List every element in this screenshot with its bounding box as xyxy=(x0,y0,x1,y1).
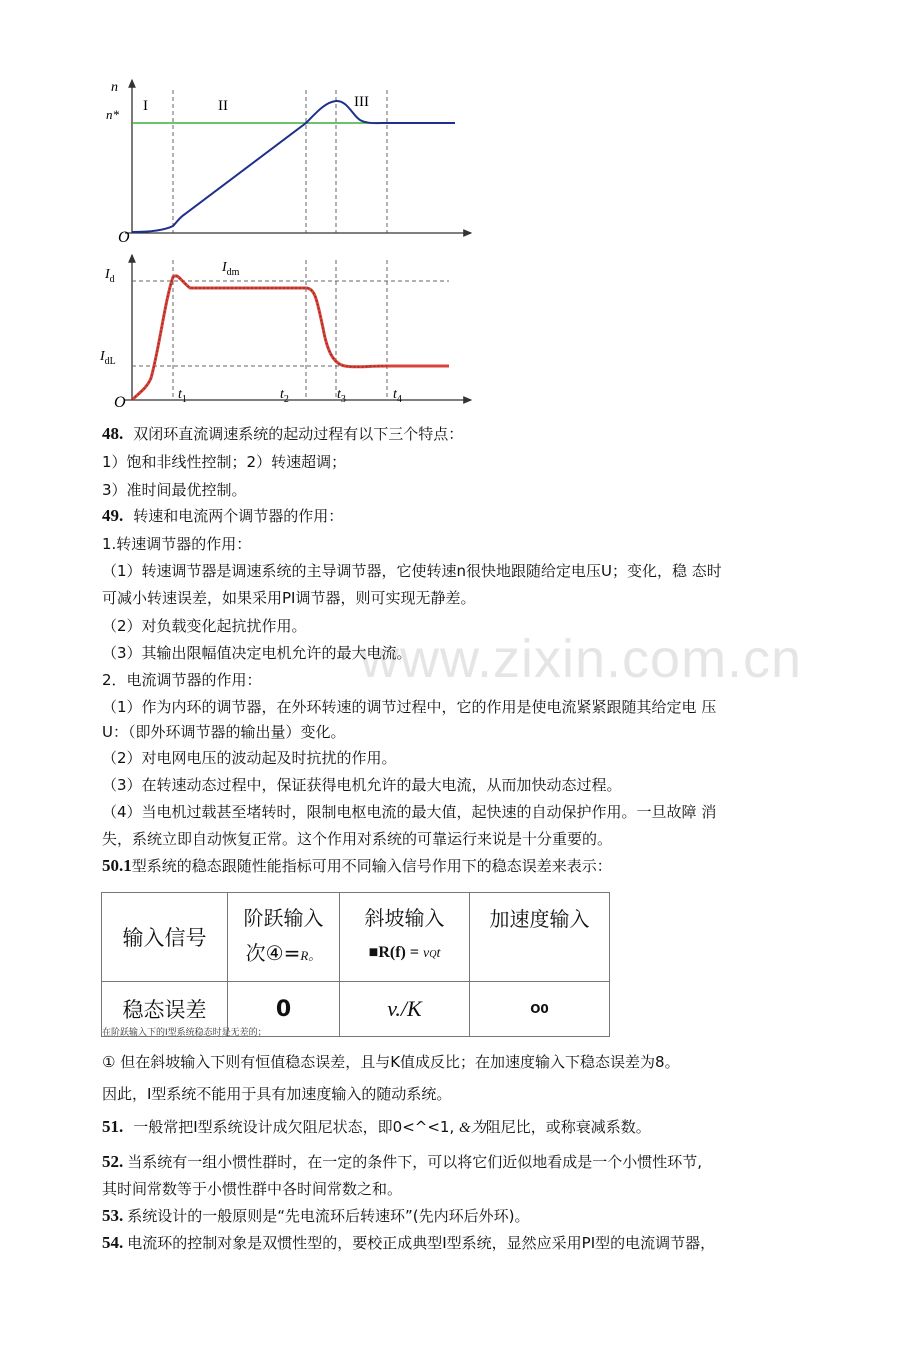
cell-acceleration-error: O0 xyxy=(470,982,610,1037)
s50-note: 在阶跃输入下的I型系统稳态时是无差的； xyxy=(102,1028,267,1038)
s49-q1a: （1）作为内环的调节器，在外环转速的调节过程中，它的作用是使电流紧紧跟随其给定电 压 xyxy=(102,698,717,716)
s49-q4b: 失，系统立即自动恢复正常。这个作用对系统的可靠运行来说是十分重要的。 xyxy=(102,830,613,848)
s50-line2: 因此，I型系统不能用于具有加速度输入的随动系统。 xyxy=(102,1085,452,1103)
region-1-label: I xyxy=(143,98,148,114)
s49-q3: （3）在转速动态过程中，保证获得电机允许的最大电流，从而加快动态过程。 xyxy=(102,776,622,794)
header-step xyxy=(228,893,340,982)
s51-line xyxy=(102,1117,820,1138)
t1-label: $t_1$ xyxy=(178,387,187,405)
t2-label: $t_2$ xyxy=(280,387,289,405)
current-curve xyxy=(132,276,449,400)
s51-text: 一般常把I型系统设计成欠阻尼状态，即0<^<1, xyxy=(133,1118,460,1136)
s49-title xyxy=(102,506,820,526)
step-formula-main: 次④= xyxy=(245,940,301,965)
t3-label: $t_3$ xyxy=(337,387,346,405)
s51-number: 51. xyxy=(102,1117,124,1136)
s52-number: 52. xyxy=(102,1152,124,1171)
s50-number: 50.1 xyxy=(102,856,132,875)
header-step-formula xyxy=(228,938,339,971)
s52-line1 xyxy=(102,1152,820,1172)
startup-waveform-diagram xyxy=(95,70,485,410)
speed-origin: O xyxy=(118,229,130,246)
s49-q1b: U：（即外环调节器的输出量）变化。 xyxy=(102,723,346,741)
t4-label: $t_4$ xyxy=(393,387,402,405)
header-acceleration: 加速度输入 xyxy=(470,893,610,982)
s49-p1b: 可减小转速误差，如果采用PI调节器，则可实现无静差。 xyxy=(102,589,476,607)
s52-line2: 其时间常数等于小惯性群中各时间常数之和。 xyxy=(102,1180,403,1198)
speed-y-label: n xyxy=(111,80,118,95)
ramp-formula-sub: Q xyxy=(429,949,437,960)
region-3-label: III xyxy=(354,94,369,110)
table-header-row xyxy=(102,893,610,982)
watermark: www.zixin.com.cn xyxy=(360,629,803,689)
s49-q4a: （4）当电机过载甚至堵转时，限制电枢电流的最大值，起快速的自动保护作用。一旦故障 消 xyxy=(102,803,717,821)
label-idm: $I_{dm}$ xyxy=(222,260,240,278)
s49-h1: 1.转速调节器的作用： xyxy=(102,535,252,553)
s54-text: 电流环的控制对象是双惯性型的，要校正成典型I型系统，显然应采用PI型的电流调节器， xyxy=(127,1234,716,1252)
s50-title xyxy=(102,856,820,876)
s48-line2: 3）准时间最优控制。 xyxy=(102,481,247,499)
current-origin: O xyxy=(114,394,126,410)
s49-q2: （2）对电网电压的波动起及时抗扰的作用。 xyxy=(102,749,397,767)
cell-step-error: 0 xyxy=(228,982,340,1037)
speed-curve xyxy=(132,101,455,232)
s51-italic: &为 xyxy=(459,1120,486,1136)
s49-p2: （2）对负载变化起抗扰作用。 xyxy=(102,617,307,635)
step-formula-r: R。 xyxy=(300,947,322,963)
s50-title-text: 型系统的稳态跟随性能指标可用不同输入信号作用下的稳态误差来表示： xyxy=(131,857,612,875)
ramp-formula-main: ■R(f) = xyxy=(368,944,423,961)
s50-line1: ① 但在斜坡输入下则有恒值稳态误差，且与K值成反比；在加速度输入下稳态误差为8。 xyxy=(102,1053,680,1071)
label-idl: $I_{dL}$ xyxy=(100,349,116,367)
header-input-signal: 输入信号 xyxy=(102,893,228,982)
s49-h2: 2．电流调节器的作用： xyxy=(102,671,262,689)
current-curve-dots xyxy=(132,276,387,400)
startup-process-figure xyxy=(95,70,485,410)
label-id: $I_d$ xyxy=(105,267,115,285)
header-step-title: 阶跃输入 xyxy=(243,905,324,930)
s49-title-text: 转速和电流两个调节器的作用： xyxy=(133,507,344,525)
s54-number: 54. xyxy=(102,1233,124,1252)
row-label-steady-error: 稳态误差 xyxy=(102,982,228,1037)
s52-line1-text: 当系统有一组小惯性群时，在一定的条件下，可以将它们近似地看成是一个小惯性环节, xyxy=(127,1153,703,1171)
header-ramp xyxy=(340,893,470,982)
ramp-formula-t: t xyxy=(436,946,441,961)
s53-text: 系统设计的一般原则是“先电流环后转速环”(先内环后外环)。 xyxy=(127,1207,530,1225)
s49-p1a: （1）转速调节器是调速系统的主导调节器，它使转速n很快地跟随给定电压U；变化，稳 态时 xyxy=(102,562,722,580)
speed-ref-label: n* xyxy=(106,107,119,122)
s48-title xyxy=(102,424,820,444)
s49-number: 49. xyxy=(102,506,124,525)
s51-text2: 阻尼比，或称衰减系数。 xyxy=(485,1118,651,1136)
s54-line xyxy=(102,1233,820,1253)
s48-number: 48. xyxy=(102,424,124,443)
header-ramp-formula xyxy=(340,938,469,970)
s48-title-text: 双闭环直流调速系统的起动过程有以下三个特点： xyxy=(133,425,464,443)
cell-ramp-error: v./K xyxy=(340,982,470,1037)
s49-p3: （3）其输出限幅值决定电机允许的最大电流。 xyxy=(102,644,412,662)
ramp-formula-v: v xyxy=(422,946,430,961)
s48-line1: 1）饱和非线性控制；2）转速超调； xyxy=(102,453,347,471)
region-2-label: II xyxy=(218,98,228,114)
header-ramp-title: 斜坡输入 xyxy=(364,906,445,930)
steady-state-error-table xyxy=(101,892,610,1037)
s53-line xyxy=(102,1206,820,1226)
s53-number: 53. xyxy=(102,1206,124,1225)
